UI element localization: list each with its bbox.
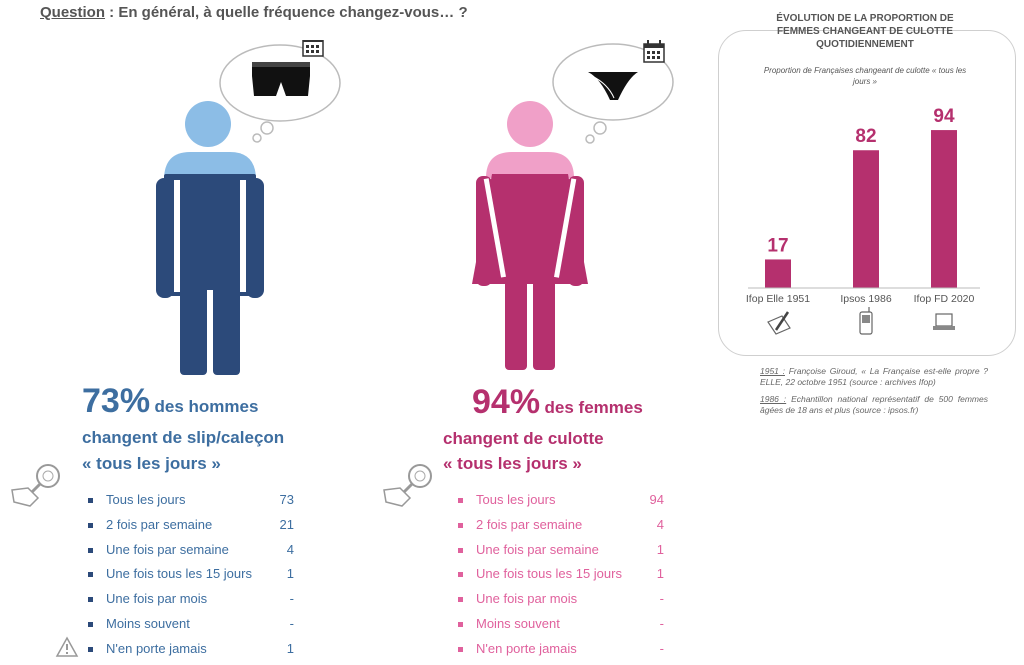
bullet-icon bbox=[88, 498, 93, 503]
evolution-bar-chart bbox=[718, 80, 1014, 350]
bullet-icon bbox=[458, 622, 463, 627]
bullet-icon bbox=[88, 572, 93, 577]
list-item bbox=[88, 542, 308, 560]
women-headline-pct: 94% bbox=[472, 383, 541, 421]
list-item-value: 21 bbox=[279, 516, 294, 532]
category-label: Ifop Elle 1951 bbox=[745, 293, 811, 305]
data-label: 82 bbox=[855, 126, 877, 148]
bullet-icon bbox=[88, 548, 93, 553]
chart-subtitle: Proportion de Françaises changeant de culotte « tous les jours » bbox=[763, 66, 967, 86]
list-item bbox=[88, 591, 308, 609]
list-item bbox=[458, 517, 678, 535]
magnifier-hand-icon bbox=[10, 462, 70, 512]
question-heading bbox=[40, 4, 468, 21]
men-headline-rest: des hommes bbox=[154, 397, 259, 416]
man-figure bbox=[150, 40, 350, 380]
list-item-label: Une fois tous les 15 jours bbox=[476, 566, 622, 582]
chart-title: ÉVOLUTION DE LA PROPORTION DE FEMMES CHANGEANT DE CULOTTE QUOTIDIENNEMENT bbox=[776, 13, 954, 50]
list-item-value: - bbox=[659, 640, 664, 656]
women-headline bbox=[472, 383, 643, 422]
list-item-value: 1 bbox=[286, 640, 294, 656]
list-item-label: Une fois par semaine bbox=[476, 541, 599, 557]
list-item-value: - bbox=[289, 616, 294, 631]
man-head bbox=[185, 101, 231, 147]
list-item-label: Tous les jours bbox=[106, 492, 186, 507]
bullet-icon bbox=[458, 647, 463, 652]
bullet-icon bbox=[88, 597, 93, 602]
calendar-icon bbox=[303, 40, 323, 56]
list-item-label: 2 fois par semaine bbox=[476, 516, 583, 532]
list-item-label: Moins souvent bbox=[476, 616, 560, 631]
list-item bbox=[458, 641, 678, 659]
men-line3: « tous les jours » bbox=[82, 454, 221, 473]
list-item bbox=[88, 566, 308, 584]
bar bbox=[931, 130, 957, 288]
man-thought-bubble bbox=[220, 40, 340, 142]
woman-head bbox=[507, 101, 553, 147]
list-item bbox=[88, 517, 308, 535]
list-item bbox=[458, 591, 678, 609]
question-label: Question bbox=[40, 4, 106, 21]
note-1986-label: 1986 : bbox=[760, 394, 787, 404]
list-item-value: 4 bbox=[286, 541, 294, 557]
men-headline-pct: 73% bbox=[82, 382, 151, 420]
bullet-icon bbox=[88, 523, 93, 528]
men-headline bbox=[82, 382, 258, 421]
women-headline-rest: des femmes bbox=[544, 398, 643, 417]
note-1986-text: Echantillon national représentatif de 500 femmes âgées de 18 ans et plus (source : ipsos.fr) bbox=[760, 394, 988, 415]
woman-figure bbox=[468, 36, 678, 376]
women-line2: changent de culotte bbox=[443, 429, 604, 448]
warning-icon bbox=[55, 636, 79, 658]
list-item-label: Tous les jours bbox=[476, 492, 556, 507]
list-item-label: Une fois par mois bbox=[476, 591, 578, 607]
list-item-label: Une fois par mois bbox=[106, 591, 208, 607]
list-item-label: 2 fois par semaine bbox=[106, 516, 213, 532]
category-label: Ifop FD 2020 bbox=[913, 293, 975, 305]
list-item-value: 94 bbox=[649, 492, 664, 507]
list-item-label: Une fois par semaine bbox=[106, 541, 229, 557]
woman-thought-bubble bbox=[553, 40, 673, 143]
question-text: : En général, à quelle fréquence changez-vous… ? bbox=[105, 4, 468, 21]
bar bbox=[853, 150, 879, 288]
category-label: Ipsos 1986 bbox=[840, 293, 892, 305]
list-item-value: 1 bbox=[656, 566, 664, 582]
men-line2: changent de slip/caleçon bbox=[82, 428, 285, 447]
list-item-value: - bbox=[289, 591, 294, 607]
women-line3: « tous les jours » bbox=[443, 454, 582, 473]
list-item-label: Une fois tous les 15 jours bbox=[106, 566, 252, 582]
list-item-label: Moins souvent bbox=[106, 616, 190, 631]
list-item bbox=[458, 566, 678, 584]
bullet-icon bbox=[458, 498, 463, 503]
women-frequency-list bbox=[458, 492, 678, 662]
list-item-value: 4 bbox=[656, 516, 664, 532]
laptop-icon bbox=[933, 314, 955, 330]
pen-paper-icon bbox=[768, 312, 790, 334]
data-label: 17 bbox=[767, 235, 789, 257]
list-item-label: N'en porte jamais bbox=[106, 640, 207, 656]
bullet-icon bbox=[458, 572, 463, 577]
data-label: 94 bbox=[933, 106, 955, 128]
list-item-value: - bbox=[659, 591, 664, 607]
bullet-icon bbox=[458, 523, 463, 528]
list-item-value: 1 bbox=[656, 541, 664, 557]
bullet-icon bbox=[458, 548, 463, 553]
men-frequency-list bbox=[88, 492, 308, 662]
list-item bbox=[458, 492, 678, 510]
note-1951 bbox=[760, 366, 988, 388]
list-item-value: 1 bbox=[286, 566, 294, 582]
bullet-icon bbox=[458, 597, 463, 602]
list-item-value: - bbox=[659, 616, 664, 631]
list-item bbox=[458, 542, 678, 560]
bullet-icon bbox=[88, 647, 93, 652]
list-item bbox=[88, 616, 308, 634]
mobile-phone-icon bbox=[860, 307, 872, 334]
note-1951-label: 1951 : bbox=[760, 366, 785, 376]
list-item-label: N'en porte jamais bbox=[476, 640, 577, 656]
list-item-value: 73 bbox=[279, 492, 294, 507]
note-1986 bbox=[760, 394, 988, 416]
bar bbox=[765, 259, 791, 288]
note-1951-text: Françoise Giroud, « La Française est-elle propre ? ELLE, 22 octobre 1951 (source : archives Ifop) bbox=[760, 366, 988, 387]
list-item bbox=[458, 616, 678, 634]
bullet-icon bbox=[88, 622, 93, 627]
list-item bbox=[88, 641, 308, 659]
calendar-icon bbox=[644, 40, 664, 62]
magnifier-hand-icon bbox=[382, 462, 442, 512]
list-item bbox=[88, 492, 308, 510]
